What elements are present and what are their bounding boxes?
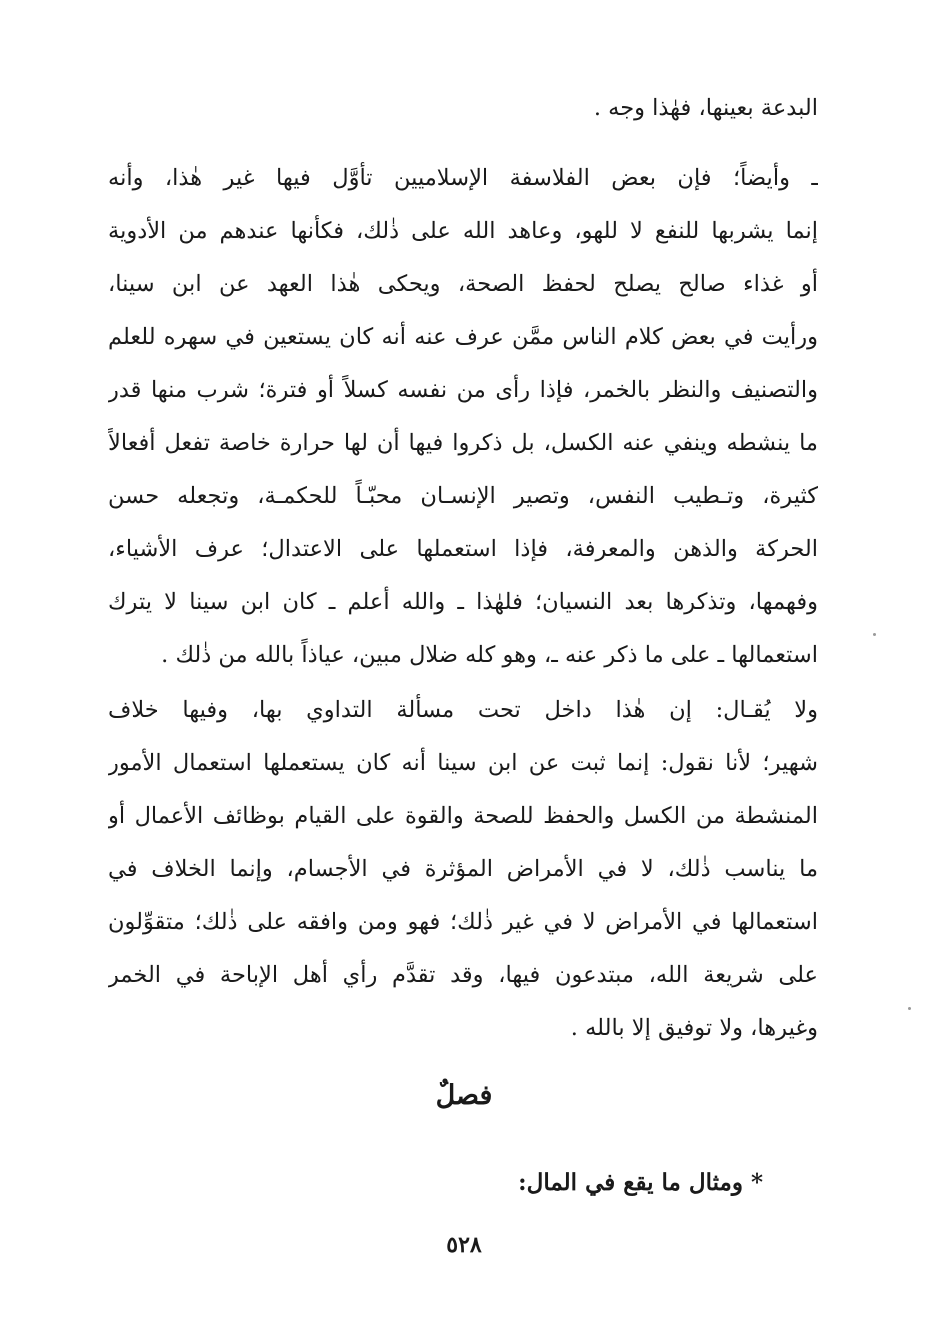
paragraph-line: ما ينشطه وينفي عنه الكسل، بل ذكروا فيها أن لها حرارة خاصة تفعل أفعالاً [108, 430, 818, 456]
paragraph-line: على شريعة الله، مبتدعون فيها، وقد تقدَّم رأي أهل الإباحة في الخمر [108, 962, 818, 988]
paragraph-line: ما يناسب ذٰلك، لا في الأمراض المؤثرة في الأجسام، وإنما الخلاف في [108, 856, 818, 882]
paragraph-line: إنما يشربها للنفع لا للهو، وعاهد الله على ذٰلك، فكأنها عندهم من الأدوية [108, 218, 818, 244]
paragraph-line: استعمالها ـ على ما ذكر عنه ـ، وهو كله ضلال مبين، عياذاً بالله من ذٰلك . [161, 642, 818, 668]
page-number: ٥٢٨ [446, 1232, 482, 1258]
paragraph-line: شهير؛ لأنا نقول: إنما ثبت عن ابن سينا أنه كان يستعملها استعمال الأمور [108, 750, 818, 776]
paragraph-line: وفهمها، وتذكرها بعد النسيان؛ فلهٰذا ـ والله أعلم ـ كان ابن سينا لا يترك [108, 589, 818, 615]
paragraph-line: البدعة بعينها، فهٰذا وجه . [593, 95, 818, 121]
paragraph-line: ـ وأيضاً؛ فإن بعض الفلاسفة الإسلاميين تأوَّل فيها غير هٰذا، وأنه [108, 165, 818, 191]
paragraph-line: وغيرها، ولا توفيق إلا بالله . [570, 1015, 818, 1041]
scan-speck [873, 633, 876, 636]
paragraph-line: ولا يُقـال: إن هٰذا داخل تحت مسألة التداوي بها، وفيها خلاف [108, 697, 818, 723]
paragraph-line: ورأيت في بعض كلام الناس ممَّن عرف عنه أنه كان يستعين في سهره للعلم [108, 324, 818, 350]
section-heading: فصلٌ [435, 1080, 493, 1111]
paragraph-line: المنشطة من الكسل والحفظ للصحة والقوة على القيام بوظائف الأعمال أو [108, 803, 818, 829]
scan-speck [908, 1007, 911, 1010]
paragraph-line: أو غذاء صالح يصلح لحفظ الصحة، ويحكى هٰذا العهد عن ابن سينا، [108, 271, 818, 297]
paragraph-line: استعمالها في الأمراض لا في غير ذٰلك؛ فهو ومن وافقه على ذٰلك؛ متقوِّلون [108, 909, 818, 935]
paragraph-line: الحركة والذهن والمعرفة، فإذا استعملها على الاعتدال؛ عرف الأشياء، [108, 536, 818, 562]
paragraph-line: والتصنيف والنظر بالخمر، فإذا رأى من نفسه كسلاً أو فترة؛ شرب منها قدر [108, 377, 818, 403]
bullet-heading: * ومثال ما يقع في المال: [518, 1169, 763, 1196]
paragraph-line: كثيرة، وتـطيب النفس، وتصير الإنسـان محبّـاً للحكمـة، وتجعله حسن [108, 483, 818, 509]
